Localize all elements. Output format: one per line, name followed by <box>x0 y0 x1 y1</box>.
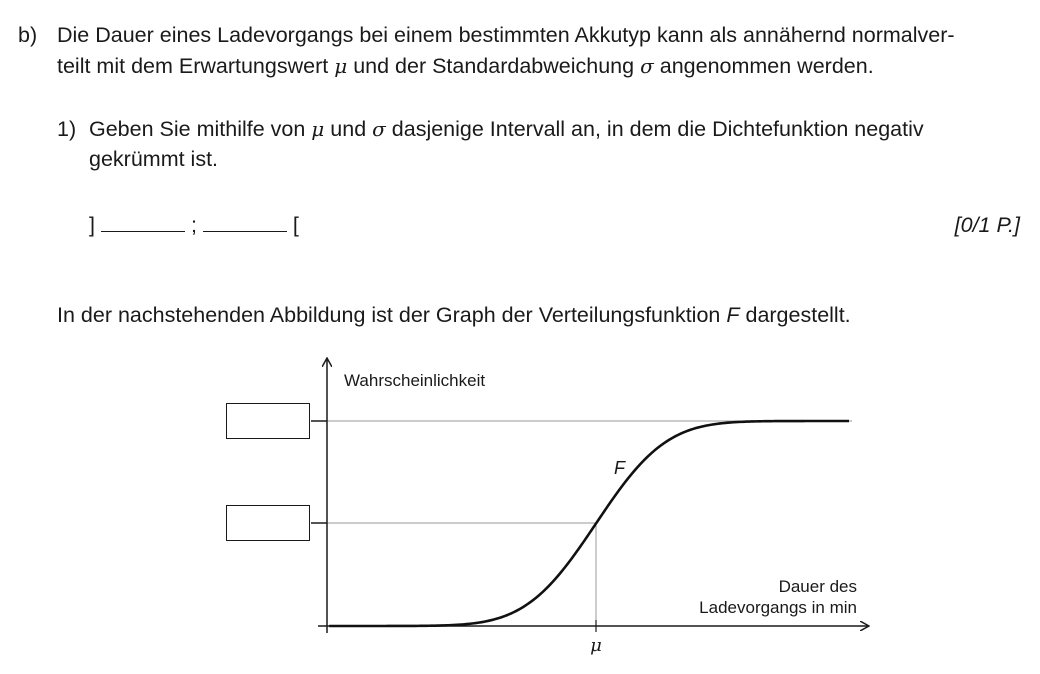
interval-close-bracket: [ <box>292 213 299 237</box>
subtask-text-line2: gekrümmt ist. <box>89 147 219 171</box>
subtask-line1-post: dasjenige Intervall an, in dem die Dichtefunktion negativ <box>391 117 924 141</box>
subtask-line1-pre: Geben Sie mithilfe von <box>89 117 306 141</box>
task-line2-pre: teilt mit dem Erwartungswert <box>57 54 329 78</box>
sigma-symbol: σ <box>640 54 654 78</box>
y-axis-label: Wahrscheinlichkeit <box>344 371 486 390</box>
mu-symbol: μ <box>334 54 348 78</box>
figure-intro-pre: In der nachstehenden Abbildung ist der Graph der Verteilungsfunktion <box>57 303 721 327</box>
subtask-line1-mid: und <box>330 117 367 141</box>
task-line2-post: angenommen werden. <box>659 54 874 78</box>
mu-symbol: μ <box>311 117 325 141</box>
interval-open-bracket: ] <box>89 213 95 237</box>
x-axis-label-line2: Ladevorgangs in min <box>699 598 857 617</box>
x-tick-label-mu: μ <box>590 635 602 656</box>
curve-label: F <box>614 458 625 478</box>
points-label: [0/1 P.] <box>954 213 1020 237</box>
task-text-line1: Die Dauer eines Ladevorgangs bei einem bestimmten Akkutyp kann als annähernd normalver- <box>57 23 955 47</box>
figure-intro-var: F <box>726 303 740 327</box>
interval-separator: ; <box>190 213 197 237</box>
figure-intro-post: dargestellt. <box>745 303 851 327</box>
subtask-label: 1) <box>57 117 77 141</box>
sigma-symbol: σ <box>372 117 386 141</box>
task-line2-mid: und der Standardabweichung <box>353 54 635 78</box>
task-label: b) <box>18 23 38 47</box>
x-axis-label-line1: Dauer des <box>778 577 857 596</box>
